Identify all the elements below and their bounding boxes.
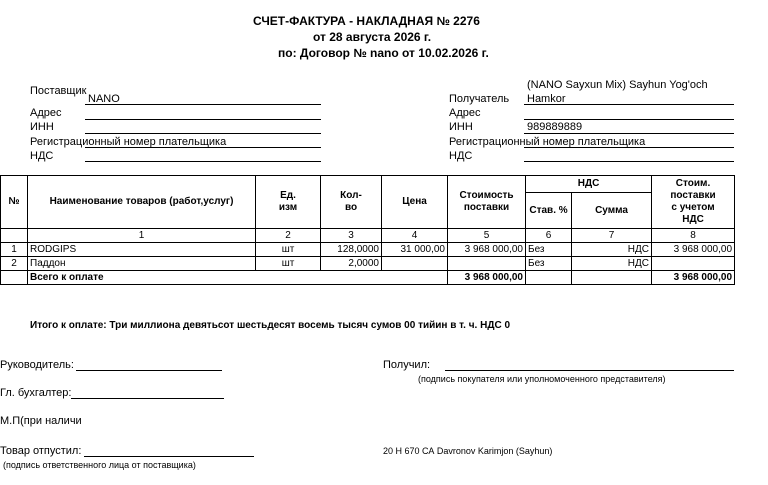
- col-number: 1: [28, 229, 256, 243]
- header-cost: Стоимость поставки: [448, 176, 526, 229]
- row-num: 2: [1, 257, 28, 271]
- supplier-inn-line: [85, 133, 321, 134]
- supplier-reg-line: [85, 147, 321, 148]
- supplier-value: NANO: [88, 93, 120, 105]
- row-vat-sum: НДС: [572, 257, 652, 271]
- buyer-line: [524, 104, 734, 105]
- power-of-attorney: 20 Н 670 СА Davronov Karimjon (Sayhun): [383, 446, 553, 456]
- invoice-table: [0, 175, 735, 285]
- col-number: 4: [382, 229, 448, 243]
- buyer-value-line2: Hamkor: [527, 93, 566, 105]
- invoice-contract: по: Договор № nano от 10.02.2026 г.: [278, 46, 489, 60]
- row-total: 3 968 000,00: [652, 243, 735, 257]
- received-label: Получил:: [383, 359, 431, 371]
- buyer-address-label: Адрес: [449, 107, 481, 119]
- col-number: 8: [652, 229, 735, 243]
- row-qty: 2,0000: [321, 257, 382, 271]
- header-total: Стоим. поставки с учетом НДС: [652, 176, 735, 229]
- table-header-row: [1, 176, 735, 193]
- row-unit: шт: [256, 243, 321, 257]
- row-price: [382, 257, 448, 271]
- buyer-value-line1: (NANO Sayxun Mix) Sayhun Yog'och: [527, 79, 708, 91]
- table-row: [1, 243, 735, 257]
- buyer-nds-label: НДС: [449, 150, 473, 162]
- invoice-title: СЧЕТ-ФАКТУРА - НАКЛАДНАЯ № 2276: [253, 14, 480, 28]
- header-name: Наименование товаров (работ,услуг): [28, 176, 256, 229]
- received-signature-line: [445, 370, 734, 371]
- supplier-reg-label: Регистрационный номер плательщика: [30, 136, 227, 148]
- row-qty: 128,0000: [321, 243, 382, 257]
- received-note: (подпись покупателя или уполномоченного представителя): [418, 374, 666, 384]
- buyer-inn-line: [524, 133, 734, 134]
- table-row: [1, 257, 735, 271]
- header-qty: Кол- во: [321, 176, 382, 229]
- row-total: [652, 257, 735, 271]
- director-signature-line: [76, 370, 222, 371]
- accountant-signature-line: [71, 398, 224, 399]
- supplier-address-line: [85, 119, 321, 120]
- accountant-label: Гл. бухгалтер:: [0, 387, 72, 399]
- director-label: Руководитель:: [0, 359, 74, 371]
- header-price: Цена: [382, 176, 448, 229]
- supplier-address-label: Адрес: [30, 107, 62, 119]
- buyer-reg-label: Регистрационный номер плательщика: [449, 136, 646, 148]
- row-cost: [448, 257, 526, 271]
- supplier-label: Поставщик: [30, 85, 87, 97]
- table-total-row: [1, 271, 735, 285]
- header-vat-sum: Сумма: [572, 193, 652, 229]
- header-vat: НДС: [526, 176, 652, 193]
- released-label: Товар отпустил:: [0, 445, 82, 457]
- buyer-label: Получатель: [449, 93, 510, 105]
- row-name: Паддон: [28, 257, 256, 271]
- stamp-label: М.П(при наличи: [0, 415, 82, 427]
- supplier-nds-label: НДС: [30, 150, 54, 162]
- invoice-date: от 28 августа 2026 г.: [313, 30, 432, 44]
- row-vat-sum: НДС: [572, 243, 652, 257]
- supplier-inn-label: ИНН: [30, 121, 54, 133]
- supplier-nds-line: [85, 161, 321, 162]
- total-cost: 3 968 000,00: [448, 271, 526, 285]
- table-col-numbers-row: [1, 229, 735, 243]
- row-name: RODGIPS: [28, 243, 256, 257]
- buyer-reg-line: [524, 147, 734, 148]
- row-price: 31 000,00: [382, 243, 448, 257]
- released-signature-line: [84, 456, 254, 457]
- amount-in-words: Итого к оплате: Три миллиона девятьсот шестьдесят восемь тысяч сумов 00 тийин в т. ч. НДС 0: [30, 320, 511, 331]
- supplier-line: [85, 104, 321, 105]
- header-unit: Ед. изм: [256, 176, 321, 229]
- row-vat-rate: Без: [526, 243, 572, 257]
- row-cost: 3 968 000,00: [448, 243, 526, 257]
- header-num: №: [1, 176, 28, 229]
- row-unit: шт: [256, 257, 321, 271]
- buyer-address-line: [524, 119, 734, 120]
- row-num: 1: [1, 243, 28, 257]
- released-note: (подпись ответственного лица от поставщика): [3, 460, 196, 470]
- col-number: 6: [526, 229, 572, 243]
- buyer-inn-label: ИНН: [449, 121, 473, 133]
- buyer-inn-value: 989889889: [527, 121, 583, 133]
- total-with-vat: 3 968 000,00: [652, 271, 735, 285]
- col-number: 7: [572, 229, 652, 243]
- col-number: 3: [321, 229, 382, 243]
- buyer-nds-line: [524, 161, 734, 162]
- col-number: 5: [448, 229, 526, 243]
- row-vat-rate: Без: [526, 257, 572, 271]
- col-number: 2: [256, 229, 321, 243]
- total-label: Всего к оплате: [28, 271, 448, 285]
- header-vat-rate: Став. %: [526, 193, 572, 229]
